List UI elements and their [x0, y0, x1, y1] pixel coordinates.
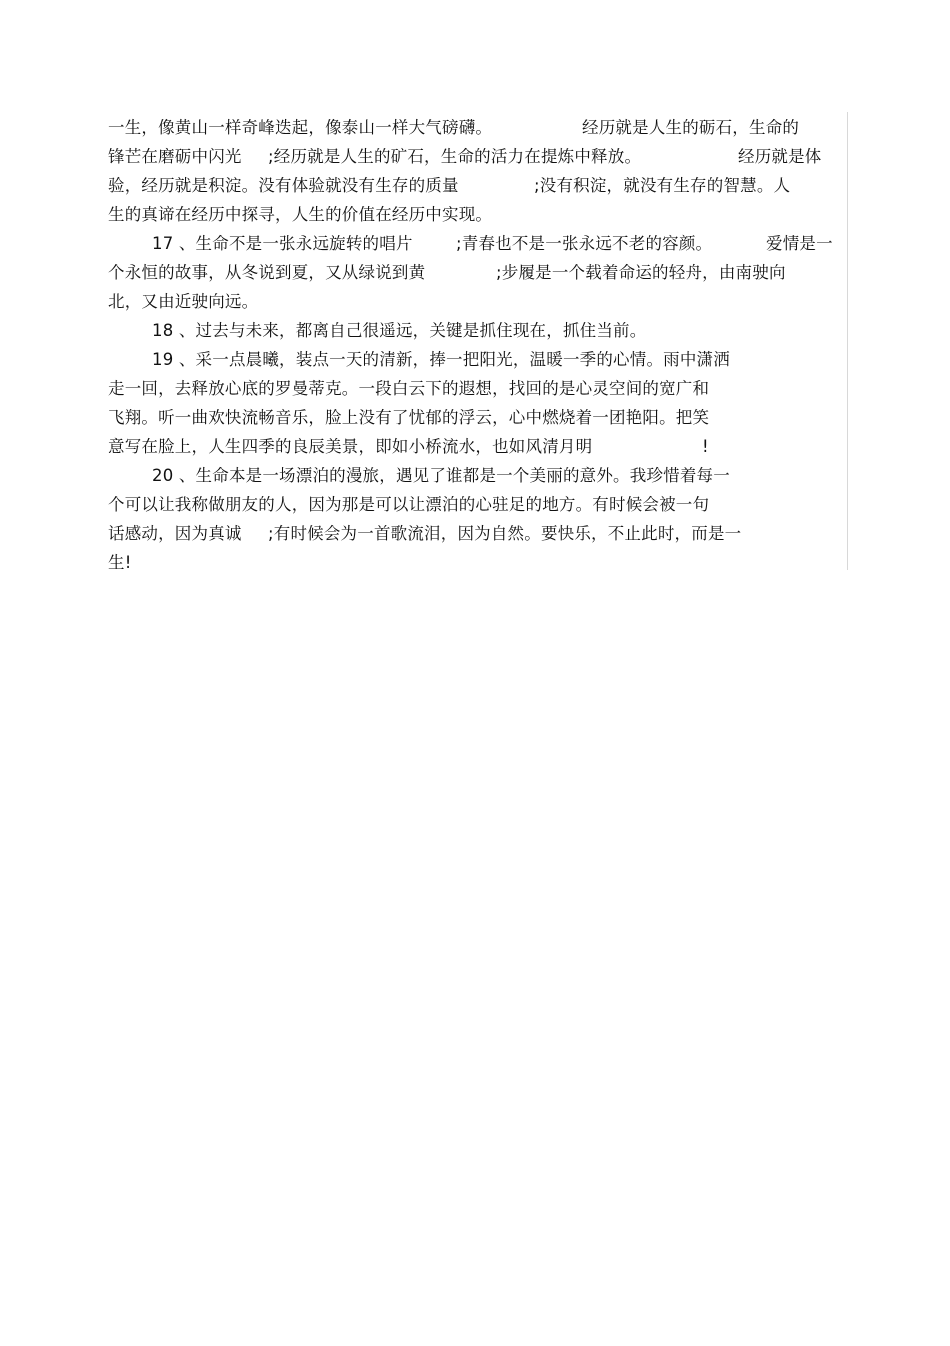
text-segment: 18 、过去与未来，都离自己很遥远，关键是抓住现在，抓住当前。 — [152, 321, 647, 340]
text-line-15 — [108, 519, 742, 548]
text-segment: 经历就是体 — [738, 147, 822, 166]
text-segment: 飞翔。听一曲欢快流畅音乐，脸上没有了忧郁的浮云，心中燃烧着一团艳阳。把笑 — [108, 408, 710, 427]
text-segment: 个可以让我称做朋友的人，因为那是可以让漂泊的心驻足的地方。有时候会被一句 — [108, 495, 710, 514]
text-segment: 生的真谛在经历中探寻，人生的价值在经历中实现。 — [108, 205, 493, 224]
text-line-6 — [108, 258, 786, 287]
text-segment: 话感动，因为真诚 — [108, 524, 242, 543]
text-segment: 爱情是一 — [766, 234, 833, 253]
text-line-8 — [108, 316, 647, 345]
text-segment: ;步履是一个载着命运的轻舟，由南驶向 — [496, 263, 786, 282]
text-segment: 锋芒在磨砺中闪光 — [108, 147, 242, 166]
text-line-12 — [108, 432, 709, 461]
text-segment: 验，经历就是积淀。没有体验就没有生存的质量 — [108, 176, 459, 195]
text-segment: 17 、生命不是一张永远旋转的唱片 — [152, 234, 413, 253]
text-segment: 走一回，去释放心底的罗曼蒂克。一段白云下的遐想，找回的是心灵空间的宽广和 — [108, 379, 710, 398]
text-line-4 — [108, 200, 493, 229]
text-line-13 — [108, 461, 730, 490]
text-segment: ! — [702, 437, 709, 456]
text-segment: ;经历就是人生的矿石，生命的活力在提炼中释放。 — [268, 147, 642, 166]
text-segment: ;青春也不是一张永远不老的容颜。 — [456, 234, 713, 253]
text-segment: 一生，像黄山一样奇峰迭起，像泰山一样大气磅礴。 — [108, 118, 493, 137]
text-segment: ;没有积淀，就没有生存的智慧。人 — [534, 176, 791, 195]
text-segment: 北，又由近驶向远。 — [108, 292, 259, 311]
text-segment: 20 、生命本是一场漂泊的漫旅，遇见了谁都是一个美丽的意外。我珍惜着每一 — [152, 466, 730, 485]
text-segment: 个永恒的故事，从冬说到夏，又从绿说到黄 — [108, 263, 426, 282]
text-line-7 — [108, 287, 259, 316]
text-line-16 — [108, 548, 130, 577]
text-line-11 — [108, 403, 710, 432]
text-line-2 — [108, 142, 822, 171]
text-line-3 — [108, 171, 791, 200]
text-line-14 — [108, 490, 710, 519]
text-line-9 — [108, 345, 730, 374]
text-segment: 生! — [108, 553, 132, 572]
margin-rule — [847, 112, 848, 570]
text-segment: ;有时候会为一首歌流泪，因为自然。要快乐，不止此时，而是一 — [268, 524, 742, 543]
text-segment: 意写在脸上，人生四季的良辰美景，即如小桥流水，也如风清月明 — [108, 437, 593, 456]
text-segment: 19 、采一点晨曦，装点一天的清新，捧一把阳光，温暖一季的心情。雨中潇洒 — [152, 350, 730, 369]
text-line-10 — [108, 374, 710, 403]
text-line-5 — [108, 229, 833, 258]
text-line-1 — [108, 113, 800, 142]
text-segment: 经历就是人生的砺石，生命的 — [582, 118, 800, 137]
